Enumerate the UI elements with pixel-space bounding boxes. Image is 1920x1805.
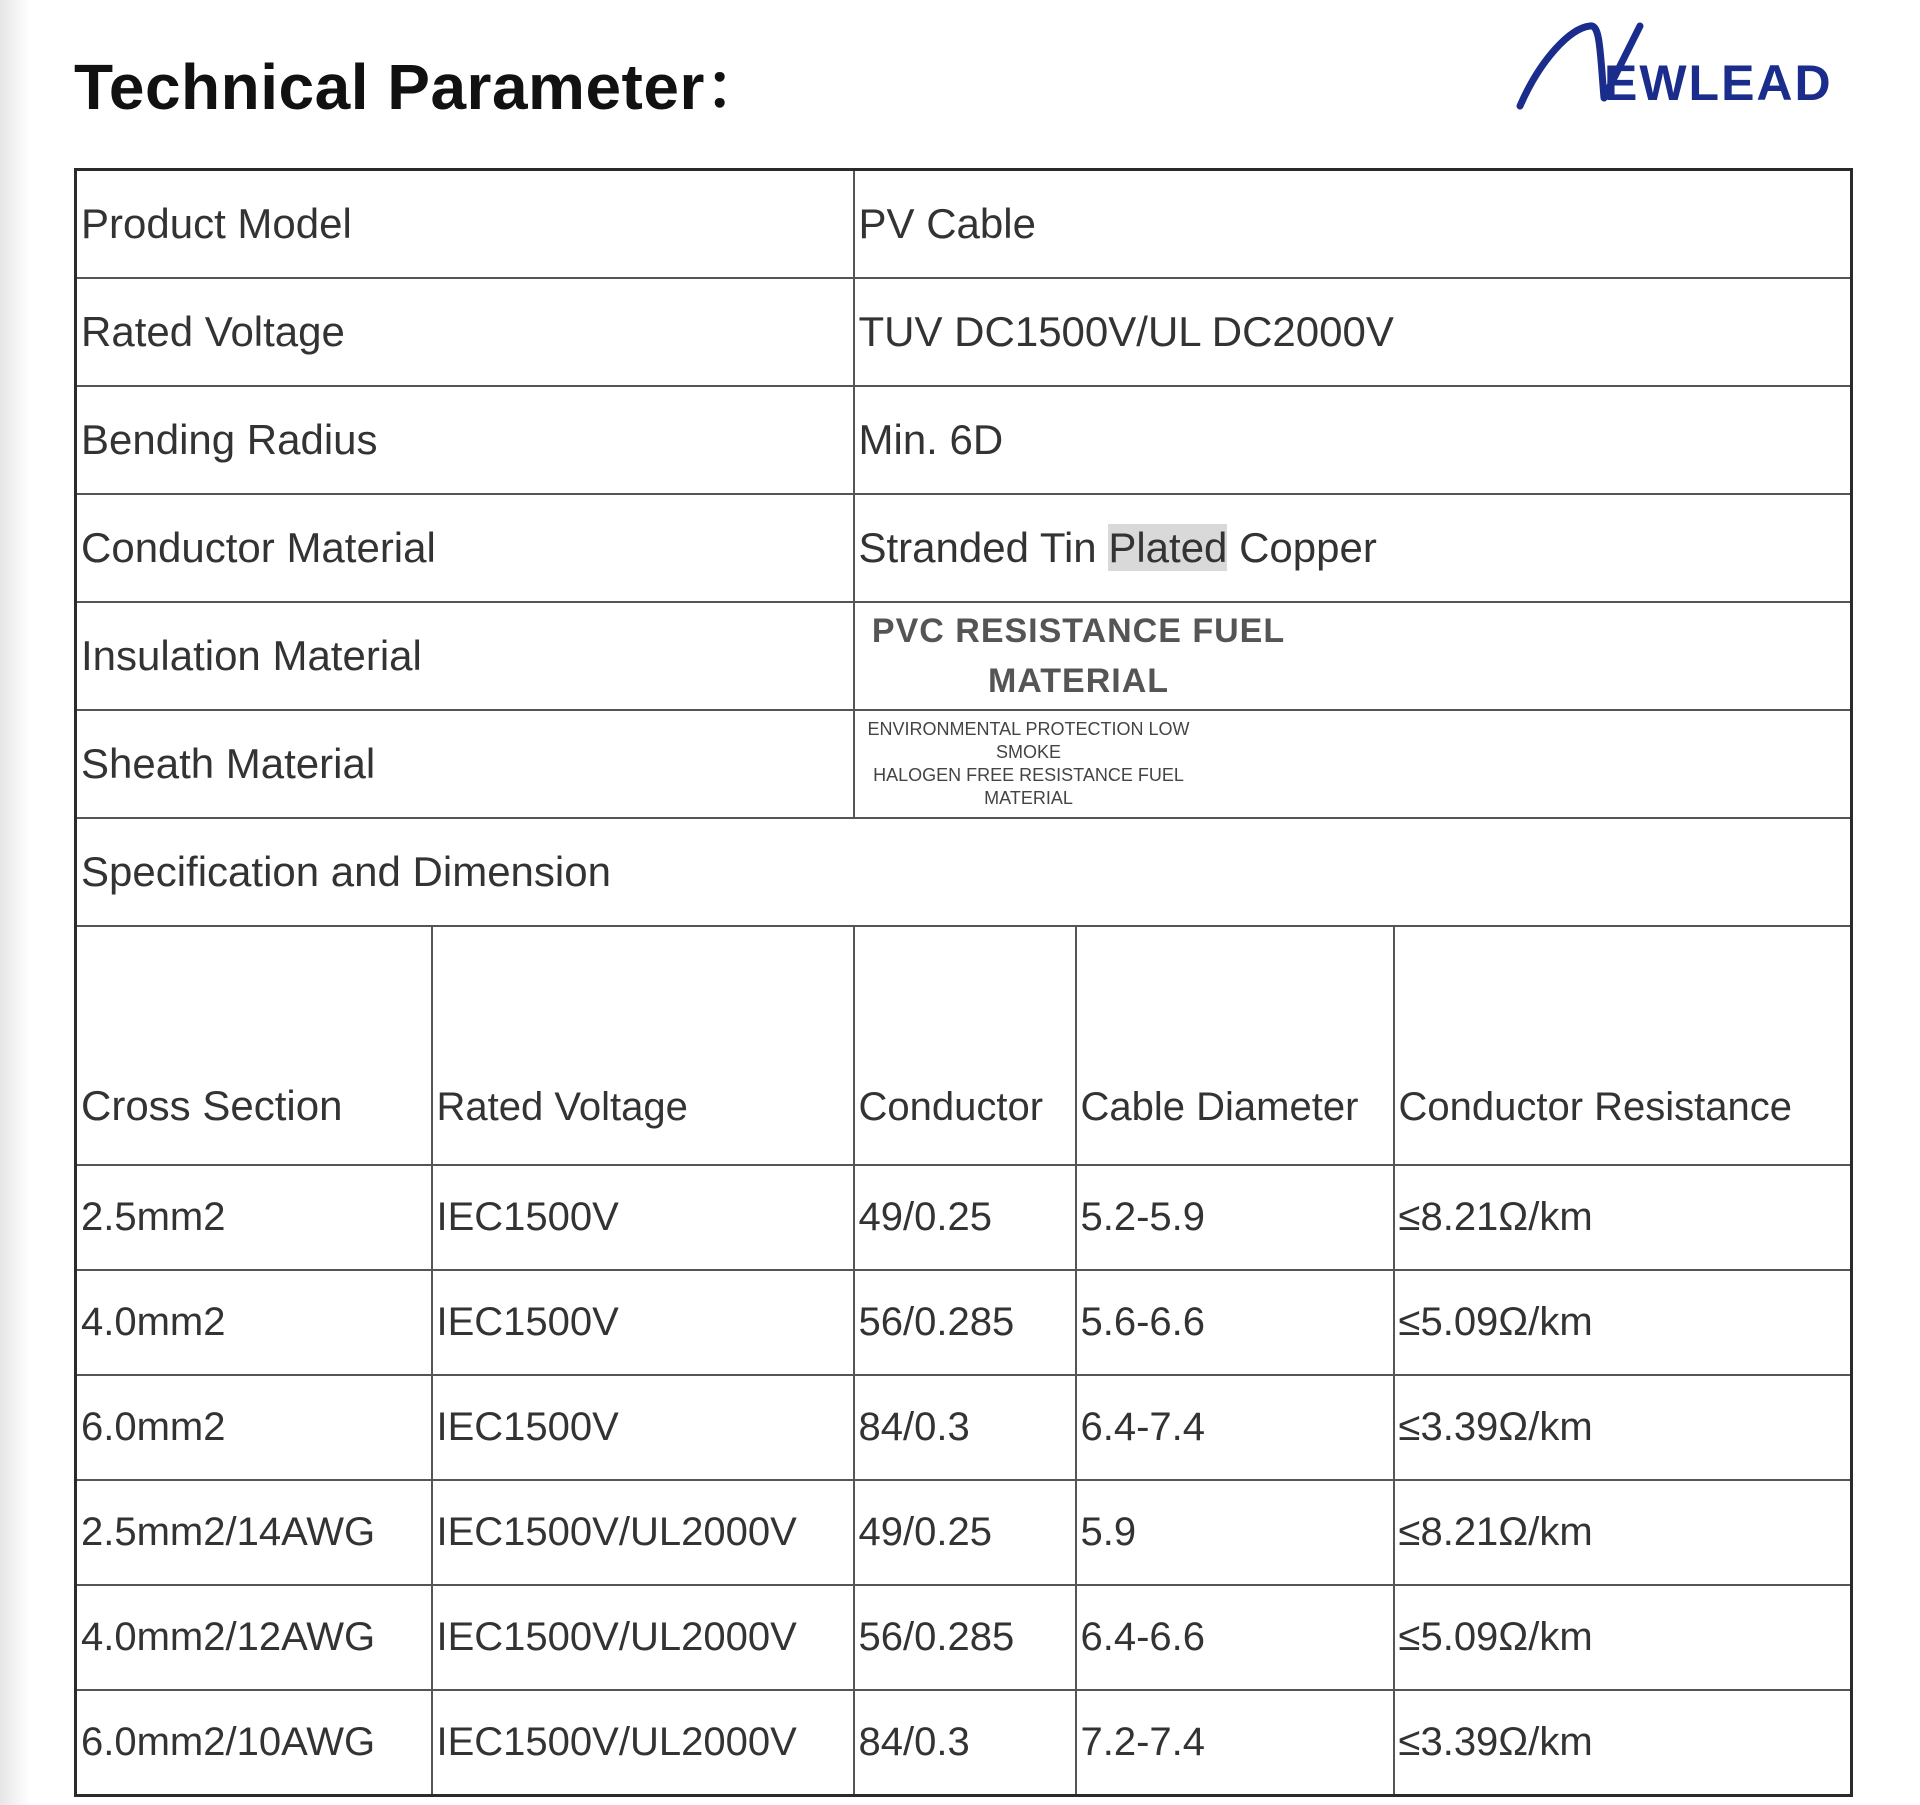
table-cell: IEC1500V/UL2000V bbox=[432, 1585, 854, 1690]
table-cell: 49/0.25 bbox=[854, 1480, 1076, 1585]
table-cell: ≤5.09Ω/km bbox=[1394, 1270, 1852, 1375]
param-label: Product Model bbox=[76, 170, 854, 279]
param-row-sheath-material bbox=[76, 710, 1852, 818]
table-cell: 4.0mm2 bbox=[76, 1270, 432, 1375]
value-line: SMOKE bbox=[995, 742, 1061, 762]
value-part: Stranded Tin bbox=[858, 524, 1109, 571]
sheath-value bbox=[859, 718, 1199, 810]
param-row-bending-radius bbox=[76, 386, 1852, 494]
table-row bbox=[76, 1585, 1852, 1690]
table-cell: 6.0mm2 bbox=[76, 1375, 432, 1480]
table-cell: 56/0.285 bbox=[854, 1585, 1076, 1690]
newlead-logo bbox=[1500, 20, 1840, 120]
param-row-insulation-material bbox=[76, 602, 1852, 710]
table-cell: 2.5mm2 bbox=[76, 1165, 432, 1270]
column-header: Cross Section bbox=[76, 926, 432, 1165]
value-line: ENVIRONMENTAL PROTECTION LOW bbox=[867, 719, 1190, 739]
table-cell: 7.2-7.4 bbox=[1076, 1690, 1394, 1796]
table-cell: IEC1500V bbox=[432, 1165, 854, 1270]
table-cell: 2.5mm2/14AWG bbox=[76, 1480, 432, 1585]
param-value: PV Cable bbox=[854, 170, 1852, 279]
table-cell: ≤5.09Ω/km bbox=[1394, 1585, 1852, 1690]
value-line: PVC RESISTANCE FUEL bbox=[871, 612, 1286, 650]
table-cell: 5.6-6.6 bbox=[1076, 1270, 1394, 1375]
param-label: Insulation Material bbox=[76, 602, 854, 710]
page-edge-shade bbox=[0, 0, 30, 1805]
param-label: Conductor Material bbox=[76, 494, 854, 602]
param-value: Min. 6D bbox=[854, 386, 1852, 494]
value-line: MATERIAL bbox=[987, 662, 1170, 700]
param-label: Bending Radius bbox=[76, 386, 854, 494]
param-value bbox=[854, 602, 1852, 710]
table-cell: ≤3.39Ω/km bbox=[1394, 1375, 1852, 1480]
table-cell: ≤3.39Ω/km bbox=[1394, 1690, 1852, 1796]
column-header: Conductor bbox=[854, 926, 1076, 1165]
table-cell: 84/0.3 bbox=[854, 1690, 1076, 1796]
value-line: MATERIAL bbox=[984, 788, 1073, 808]
table-cell: ≤8.21Ω/km bbox=[1394, 1165, 1852, 1270]
table-cell: 5.9 bbox=[1076, 1480, 1394, 1585]
param-label: Sheath Material bbox=[76, 710, 854, 818]
table-row bbox=[76, 1375, 1852, 1480]
highlighted-word: Plated bbox=[1108, 524, 1228, 571]
param-value bbox=[854, 710, 1852, 818]
value-line: HALOGEN FREE RESISTANCE FUEL bbox=[873, 765, 1184, 785]
table-cell: IEC1500V/UL2000V bbox=[432, 1480, 854, 1585]
technical-parameter-table bbox=[74, 168, 1853, 1797]
table-cell: 6.4-7.4 bbox=[1076, 1375, 1394, 1480]
table-cell: 5.2-5.9 bbox=[1076, 1165, 1394, 1270]
page-title: Technical Parameter： bbox=[74, 51, 770, 123]
table-cell: 6.4-6.6 bbox=[1076, 1585, 1394, 1690]
table-cell: 49/0.25 bbox=[854, 1165, 1076, 1270]
table-cell: 84/0.3 bbox=[854, 1375, 1076, 1480]
table-cell: IEC1500V/UL2000V bbox=[432, 1690, 854, 1796]
param-row-product-model bbox=[76, 170, 1852, 279]
table-row bbox=[76, 1690, 1852, 1796]
spec-title: Specification and Dimension bbox=[76, 818, 1852, 926]
spec-header-row bbox=[76, 926, 1852, 1165]
spec-title-row bbox=[76, 818, 1852, 926]
value-part: Copper bbox=[1227, 524, 1377, 571]
column-header: Cable Diameter bbox=[1076, 926, 1394, 1165]
table-cell: 6.0mm2/10AWG bbox=[76, 1690, 432, 1796]
table-row bbox=[76, 1270, 1852, 1375]
table-row bbox=[76, 1480, 1852, 1585]
param-row-conductor-material bbox=[76, 494, 1852, 602]
column-header: Rated Voltage bbox=[432, 926, 854, 1165]
column-header: Conductor Resistance bbox=[1394, 926, 1852, 1165]
table-cell: 4.0mm2/12AWG bbox=[76, 1585, 432, 1690]
table-cell: 56/0.285 bbox=[854, 1270, 1076, 1375]
param-value bbox=[854, 494, 1852, 602]
param-label: Rated Voltage bbox=[76, 278, 854, 386]
table-cell: IEC1500V bbox=[432, 1270, 854, 1375]
insulation-value bbox=[859, 606, 1299, 706]
table-cell: IEC1500V bbox=[432, 1375, 854, 1480]
table-cell: ≤8.21Ω/km bbox=[1394, 1480, 1852, 1585]
svg-text:EWLEAD: EWLEAD bbox=[1604, 55, 1833, 111]
table-row bbox=[76, 1165, 1852, 1270]
param-value: TUV DC1500V/UL DC2000V bbox=[854, 278, 1852, 386]
param-row-rated-voltage bbox=[76, 278, 1852, 386]
